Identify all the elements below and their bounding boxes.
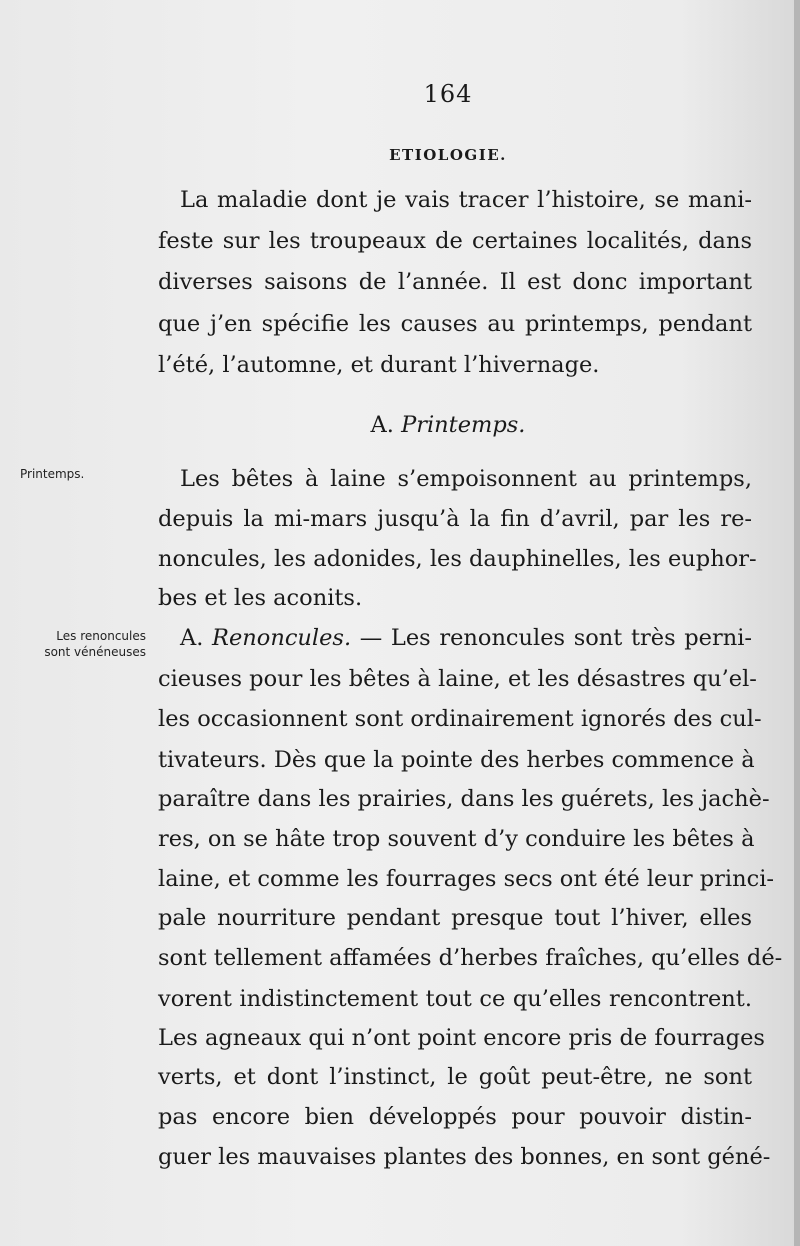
- body-line: laine, et comme les fourrages secs ont été leur princi-: [158, 866, 775, 892]
- body-line: feste sur les troupeaux de certaines localités, dans: [158, 228, 752, 254]
- body-line: paraître dans les prairies, dans les guérets, les jachè-: [158, 786, 770, 812]
- section-heading: [0, 406, 800, 444]
- body-line: La maladie dont je vais tracer l’histoire, se mani-: [180, 187, 752, 213]
- body-line: sont tellement affamées d’herbes fraîches, qu’elles dé-: [158, 945, 783, 971]
- body-line: tivateurs. Dès que la pointe des herbes commence à: [158, 747, 755, 773]
- running-head: ETIOLOGIE.: [389, 146, 507, 164]
- body-line: vorent indistinctement tout ce qu’elles rencontrent.: [158, 986, 752, 1012]
- page-edge-shadow: [794, 0, 800, 1246]
- margin-note-renoncules-line2: sont vénéneuses: [44, 645, 146, 659]
- margin-note-renoncules-line1: Les renoncules: [56, 629, 146, 643]
- body-line: verts, et dont l’instinct, le goût peut-être, ne sont: [158, 1064, 752, 1090]
- section-label: A.: [370, 412, 394, 438]
- body-line: bes et les aconits.: [158, 585, 363, 611]
- body-line: pale nourriture pendant presque tout l’hiver, elles: [158, 905, 752, 931]
- renoncules-label: A.: [180, 625, 204, 651]
- body-line: noncules, les adonides, les dauphinelles, les euphor-: [158, 546, 757, 572]
- body-line: pas encore bien développés pour pouvoir distin-: [158, 1104, 752, 1130]
- renoncules-first-line-text: — Les renoncules sont très perni-: [359, 625, 753, 651]
- section-title: Printemps.: [401, 412, 526, 438]
- body-line: que j’en spécifie les causes au printemps, pendant: [158, 311, 752, 337]
- page-number: 164: [423, 80, 473, 108]
- renoncules-title: Renoncules.: [212, 625, 352, 651]
- body-line: l’été, l’automne, et durant l’hivernage.: [158, 352, 600, 378]
- renoncules-first-line: [180, 619, 752, 657]
- body-line: les occasionnent sont ordinairement ignorés des cul-: [158, 706, 762, 732]
- body-line: Les agneaux qui n’ont point encore pris de fourrages: [158, 1025, 765, 1051]
- body-line: guer les mauvaises plantes des bonnes, en sont géné-: [158, 1144, 771, 1170]
- body-line: res, on se hâte trop souvent d’y conduire les bêtes à: [158, 826, 755, 852]
- body-line: Les bêtes à laine s’empoisonnent au printemps,: [180, 466, 752, 492]
- body-line: diverses saisons de l’année. Il est donc important: [158, 269, 752, 295]
- body-line: depuis la mi-mars jusqu’à la fin d’avril, par les re-: [158, 506, 752, 532]
- margin-note-printemps: Printemps.: [20, 467, 85, 481]
- body-line: cieuses pour les bêtes à laine, et les désastres qu’el-: [158, 666, 757, 692]
